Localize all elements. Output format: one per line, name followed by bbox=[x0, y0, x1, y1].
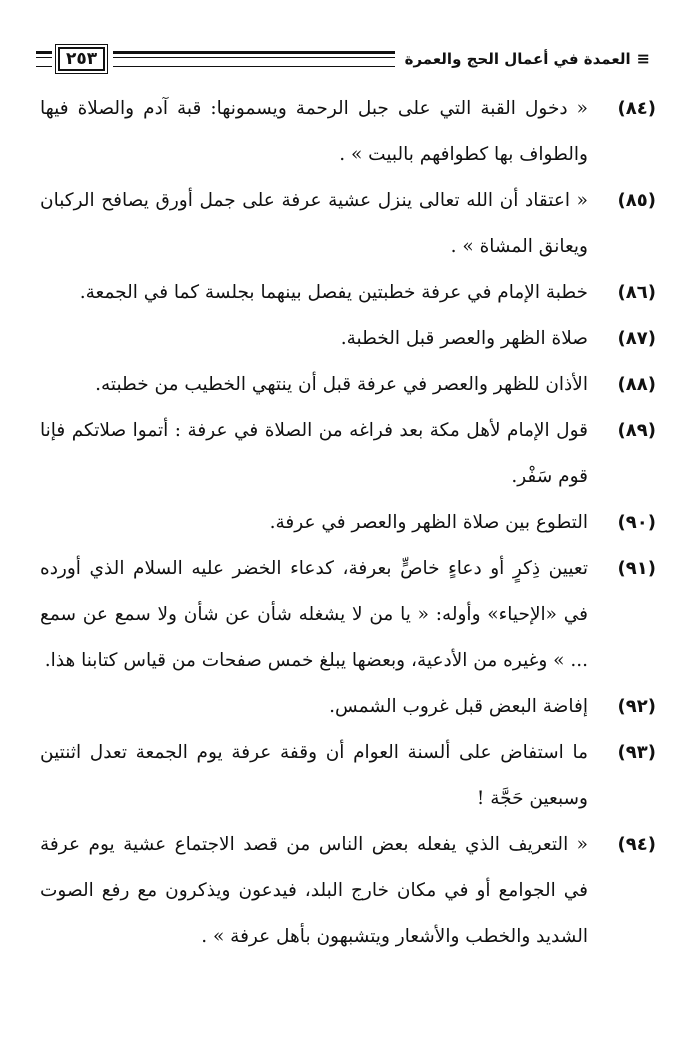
entry-number: (٨٩) bbox=[617, 420, 656, 441]
entry-text: الأذان للظهر والعصر في عرفة قبل أن ينتهي الخطيب من خطبته. bbox=[95, 374, 588, 395]
entry-number: (٨٨) bbox=[617, 374, 656, 395]
entry-text: إفاضة البعض قبل غروب الشمس. bbox=[329, 696, 588, 717]
header-title: العمدة في أعمال الحج والعمرة bbox=[404, 50, 631, 68]
entry-text: « دخول القبة التي على جبل الرحمة ويسمونها: قبة آدم والصلاة فيها والطواف بها كطوافهم بالبيت » . bbox=[40, 98, 588, 165]
entry-number: (٩١) bbox=[617, 558, 656, 579]
list-item bbox=[40, 408, 656, 500]
list-item bbox=[40, 178, 656, 270]
list-item bbox=[40, 270, 656, 316]
entry-number: (٨٥) bbox=[617, 190, 656, 211]
entry-text: قول الإمام لأهل مكة بعد فراغه من الصلاة في عرفة : أتموا صلاتكم فإنا قوم سَفْر. bbox=[40, 420, 588, 487]
list-item bbox=[40, 684, 656, 730]
entry-text: تعيين ذِكرٍ أو دعاءٍ خاصٍّ بعرفة، كدعاء الخضر عليه السلام الذي أورده في «الإحياء» وأوله: « يا من لا يشغله شأن عن شأن ولا سمع عن سمع ... » وغيره من الأدعية، وبعضها يبلغ خمس صفحات من قياس كتابنا هذا. bbox=[40, 558, 588, 671]
list-item bbox=[40, 86, 656, 178]
entry-number: (٩٣) bbox=[617, 742, 656, 763]
list-item bbox=[40, 362, 656, 408]
entry-number: (٩٢) bbox=[617, 696, 656, 717]
list-item bbox=[40, 730, 656, 822]
entry-number: (٨٧) bbox=[617, 328, 656, 349]
entry-text: صلاة الظهر والعصر قبل الخطبة. bbox=[340, 328, 588, 349]
entry-list bbox=[40, 86, 656, 960]
entry-text: « اعتقاد أن الله تعالى ينزل عشية عرفة على جمل أورق يصافح الركبان ويعانق المشاة » . bbox=[40, 190, 588, 257]
entry-text: ما استفاض على ألسنة العوام أن وقفة عرفة يوم الجمعة تعدل اثنتين وسبعين حَجَّة ! bbox=[40, 742, 588, 809]
entry-text: « التعريف الذي يفعله بعض الناس من قصد الاجتماع عشية يوم عرفة في الجوامع أو في مكان خارج البلد، فيدعون ويذكرون مع رفع الصوت الشديد والخطب والأشعار ويتشبهون بأهل عرفة » . bbox=[40, 834, 588, 947]
list-item bbox=[40, 546, 656, 684]
entry-number: (٩٠) bbox=[617, 512, 656, 533]
list-item bbox=[40, 500, 656, 546]
entry-number: (٩٤) bbox=[617, 834, 656, 855]
list-item bbox=[40, 822, 656, 960]
entry-text: التطوع بين صلاة الظهر والعصر في عرفة. bbox=[269, 512, 588, 533]
header-rule-end bbox=[36, 51, 52, 67]
page-number: ٢٥٣ bbox=[58, 47, 105, 71]
header-marker: ≡ bbox=[636, 49, 650, 68]
entry-text: خطبة الإمام في عرفة خطبتين يفصل بينهما بجلسة كما في الجمعة. bbox=[79, 282, 588, 303]
entry-number: (٨٦) bbox=[617, 282, 656, 303]
list-item bbox=[40, 316, 656, 362]
running-header bbox=[36, 44, 650, 74]
entry-number: (٨٤) bbox=[617, 98, 656, 119]
header-rule bbox=[113, 51, 394, 67]
